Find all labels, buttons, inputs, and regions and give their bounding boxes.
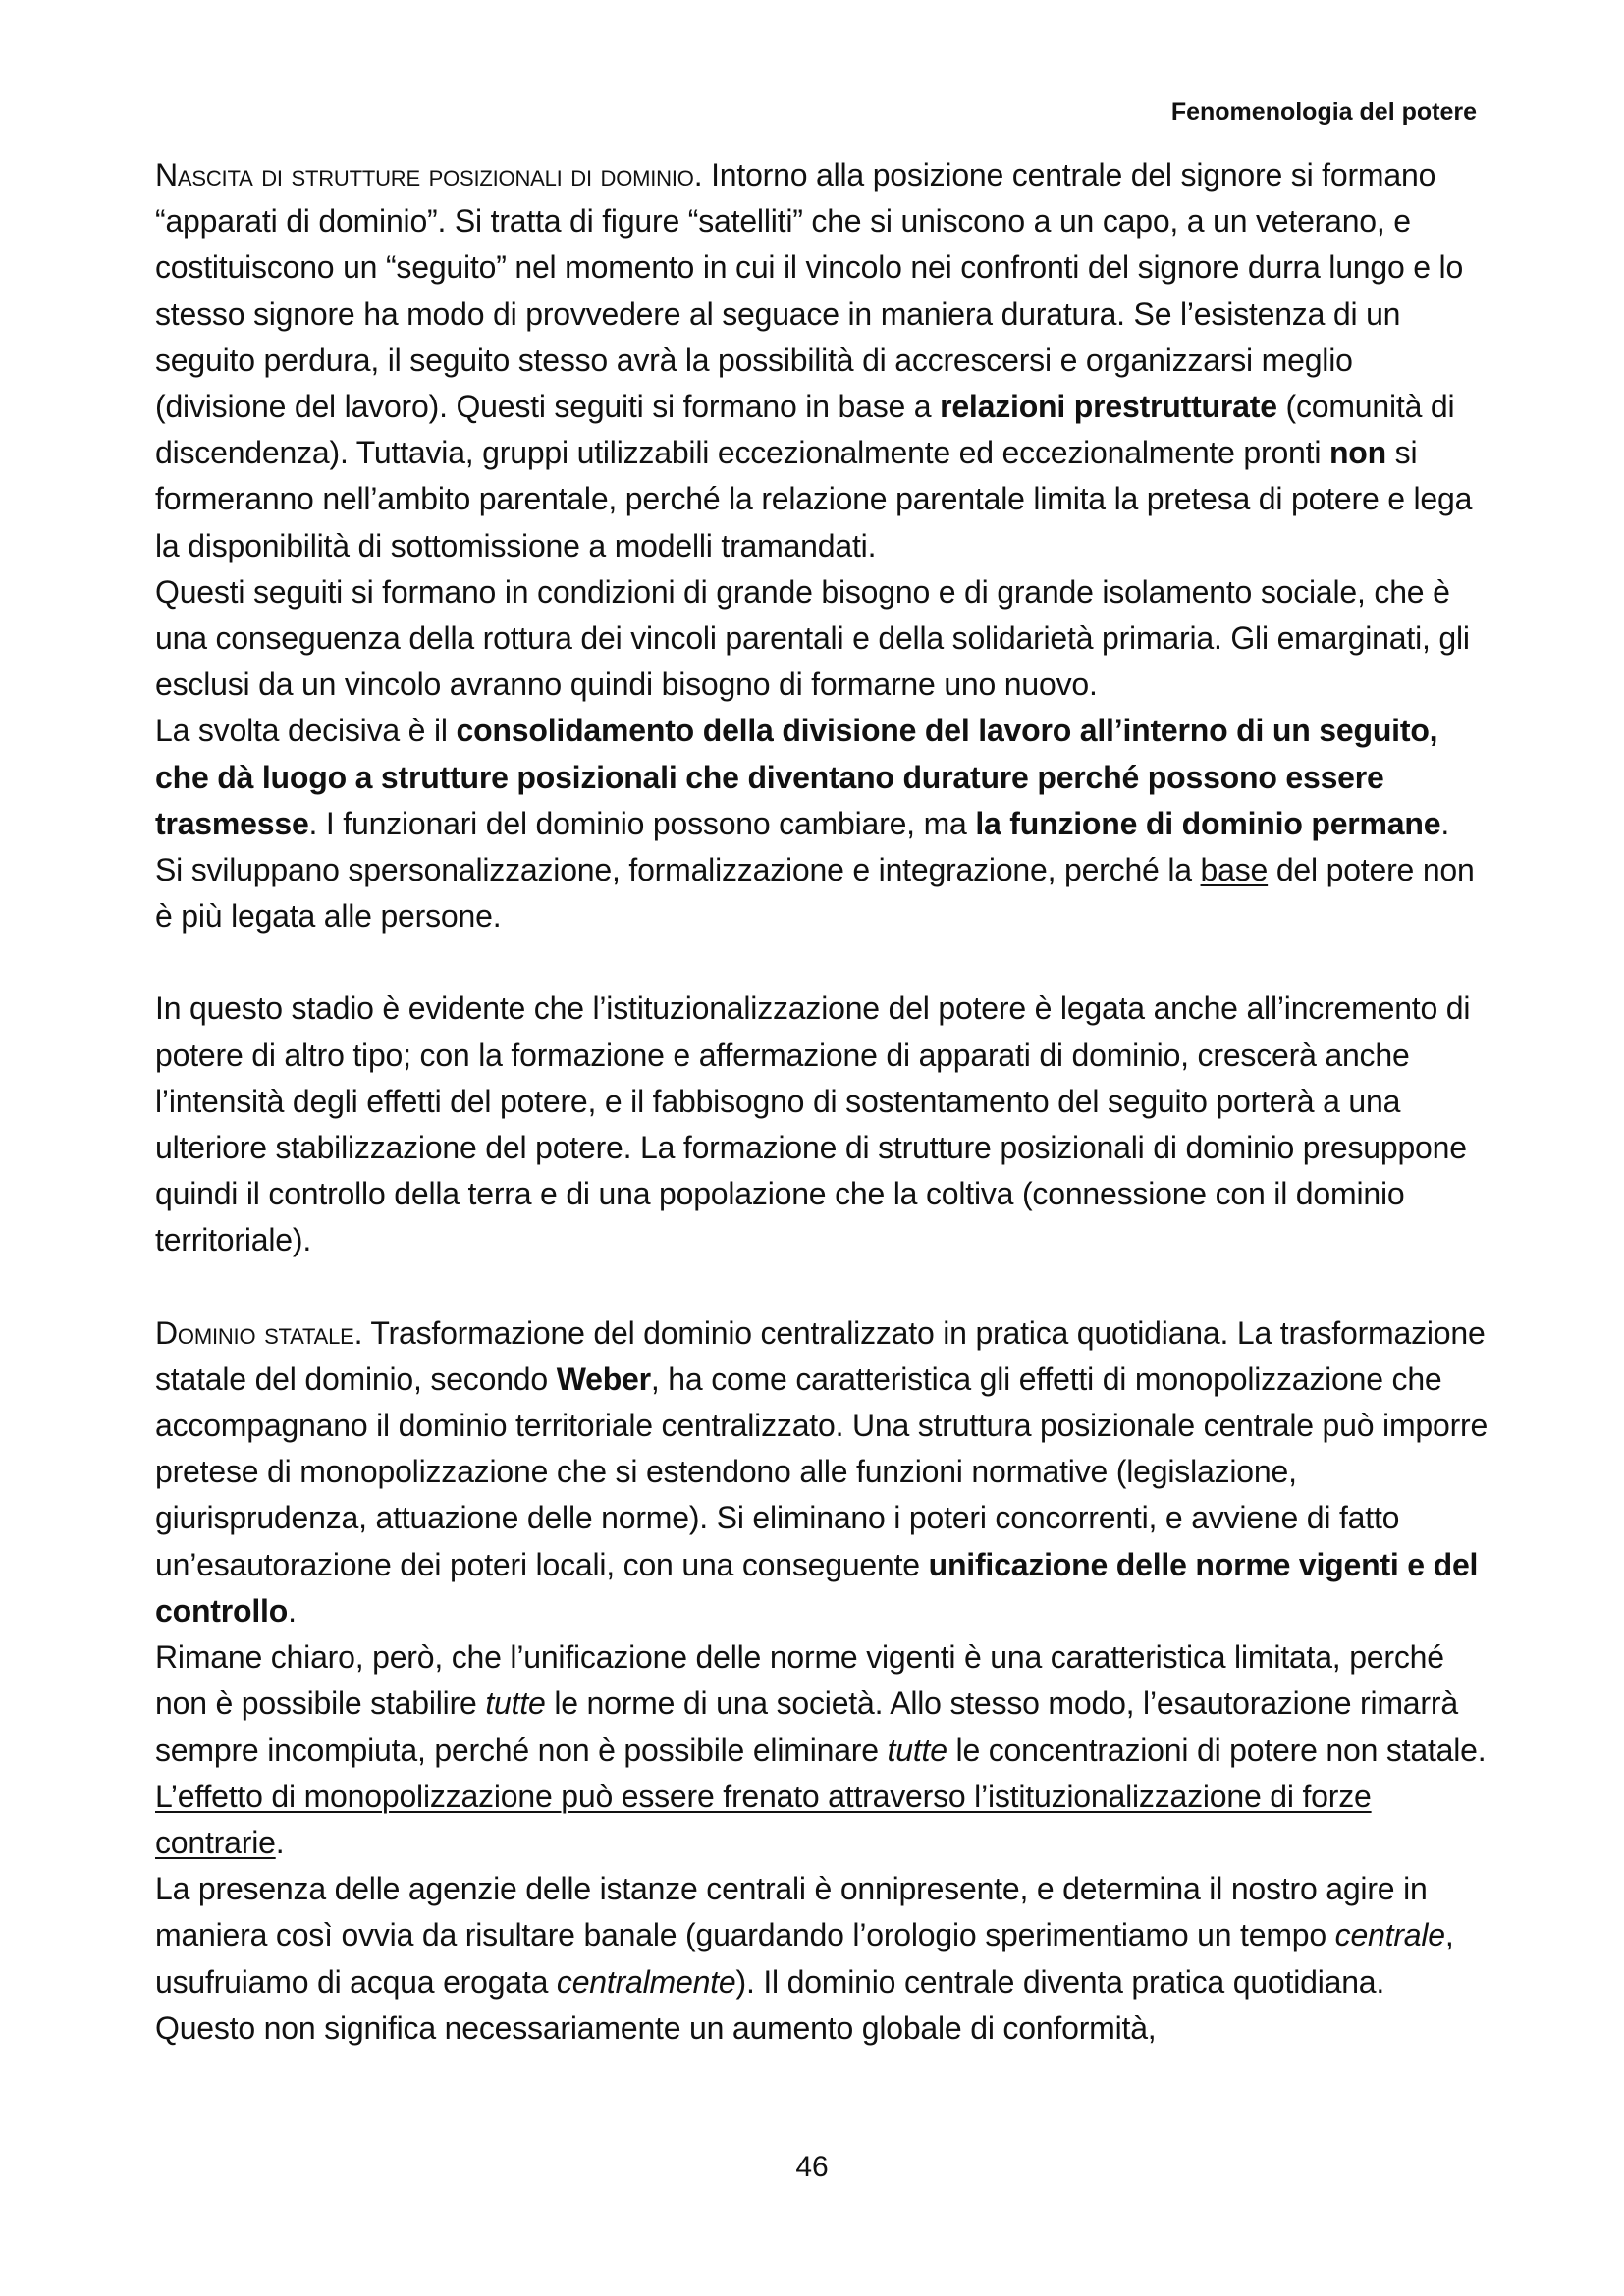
italic-text: tutte: [887, 1732, 947, 1768]
paragraph: [155, 708, 1490, 847]
page-body: [155, 152, 1490, 2052]
paragraph: [155, 1310, 1490, 1634]
text-run: , ha come caratteristica gli effetti di monopolizzazione che accompagnano il dominio territoriale centralizzato. Una struttura posizionale centrale può imporre pretese di monopolizzazione che si estendono alle funzioni normative (legislazione, giurisprudenza, attuazione delle norme). Si eliminano i poteri concorrenti, e avviene di fatto un’esautorazione dei poteri locali, con una conseguente: [155, 1361, 1489, 1582]
underlined-text: L’effetto di monopolizzazione può essere frenato attraverso l’istituzionalizzazione di forze contrarie: [155, 1778, 1372, 1860]
bold-text: la funzione di dominio permane: [975, 805, 1441, 841]
text-run: Rimane chiaro, però, che l’unificazione delle norme vigenti è una caratteristica limitata, perché non è possibile stabilire: [155, 1639, 1444, 1722]
text-run: le norme di una società. Allo stesso modo, l’esautorazione rimarrà sempre incompiuta, perché non è possibile eliminare: [155, 1685, 1458, 1768]
bold-text: consolidamento della divisione del lavoro all’interno di un seguito, che dà luogo a strutture posizionali che diventano durature perché possono essere trasmesse: [155, 713, 1438, 841]
bold-text: non: [1328, 435, 1386, 471]
text-run: del potere non è più legata alle persone.: [155, 852, 1475, 934]
section-heading: Nascita di strutture posizionali di dominio: [155, 157, 694, 192]
paragraph: [155, 847, 1490, 939]
text-run: . I funzionari del dominio possono cambiare, ma: [308, 805, 976, 841]
text-run: La svolta decisiva è il: [155, 713, 457, 749]
bold-text: relazioni prestrutturate: [940, 389, 1277, 425]
paragraph-spacer: [155, 939, 1490, 986]
italic-text: centralmente: [556, 1963, 736, 2000]
paragraph: [155, 1634, 1490, 1866]
paragraph: In questo stadio è evidente che l’istituzionalizzazione del potere è legata anche all’incremento di potere di altro tipo; con la formazione e affermazione di apparati di dominio, crescerà anche l’intensità degli effetti del potere, e il fabbisogno di sostentamento del seguito porterà a una ulteriore stabilizzazione del potere. La formazione di strutture posizionali di dominio presuppone quindi il controllo della terra e di una popolazione che la coltiva (connessione con il dominio territoriale).: [155, 990, 1471, 1258]
bold-text: Weber: [556, 1361, 651, 1397]
text-run: ). Il dominio centrale diventa pratica quotidiana. Questo non significa necessariamente un aumento globale di conformità,: [155, 1963, 1385, 2046]
text-run: . Trasformazione del dominio centralizzato in pratica quotidiana. La trasformazione statale del dominio, secondo: [155, 1314, 1486, 1397]
text-run: .: [288, 1592, 297, 1629]
text-run: , usufruiamo di acqua erogata: [155, 1917, 1454, 2000]
text-run: si formeranno nell’ambito parentale, perché la relazione parentale limita la pretesa di potere e lega la disponibilità di sottomissione a modelli tramandati.: [155, 435, 1473, 563]
text-run: . Intorno alla posizione centrale del signore si formano “apparati di dominio”. Si tratta di figure “satelliti” che si uniscono a un capo, a un veterano, e costituiscono un “seguito” nel momento in cui il vincolo nei confronti del signore durra lungo e lo stesso signore ha modo di provvedere al seguace in maniera duratura. Se l’esistenza di un seguito perdura, il seguito stesso avrà la possibilità di accrescersi e organizzarsi meglio (divisione del lavoro). Questi seguiti si formano in base a: [155, 157, 1464, 425]
paragraph: [155, 1866, 1490, 2052]
text-run: La presenza delle agenzie delle istanze centrali è onnipresente, e determina il nostro agire in maniera così ovvia da risultare banale (guardando l’orologio sperimentiamo un tempo: [155, 1871, 1428, 1953]
paragraph-spacer: [155, 1264, 1490, 1310]
page-number: 46: [795, 2151, 829, 2183]
text-run: (comunità di discendenza). Tuttavia, gruppi utilizzabili eccezionalmente ed eccezionalmente pronti: [155, 389, 1455, 471]
running-header-title: Fenomenologia del potere: [1170, 98, 1477, 126]
italic-text: tutte: [485, 1685, 546, 1722]
bold-text: unificazione delle norme vigenti e del controllo: [155, 1546, 1479, 1629]
paragraph: [155, 152, 1490, 569]
text-run: le concentrazioni di potere non statale.: [947, 1732, 1487, 1768]
underlined-text: base: [1200, 852, 1269, 888]
text-run: Si sviluppano spersonalizzazione, formalizzazione e integrazione, perché la: [155, 852, 1201, 888]
text-run: .: [275, 1824, 285, 1860]
paragraph: Questi seguiti si formano in condizioni di grande bisogno e di grande isolamento sociale, che è una conseguenza della rottura dei vincoli parentali e della solidarietà primaria. Gli emarginati, gli esclusi da un vincolo avranno quindi bisogno di formarne uno nuovo.: [155, 573, 1470, 703]
italic-text: centrale: [1334, 1917, 1445, 1953]
section-heading: Dominio statale: [155, 1314, 354, 1351]
text-run: .: [1440, 805, 1450, 841]
